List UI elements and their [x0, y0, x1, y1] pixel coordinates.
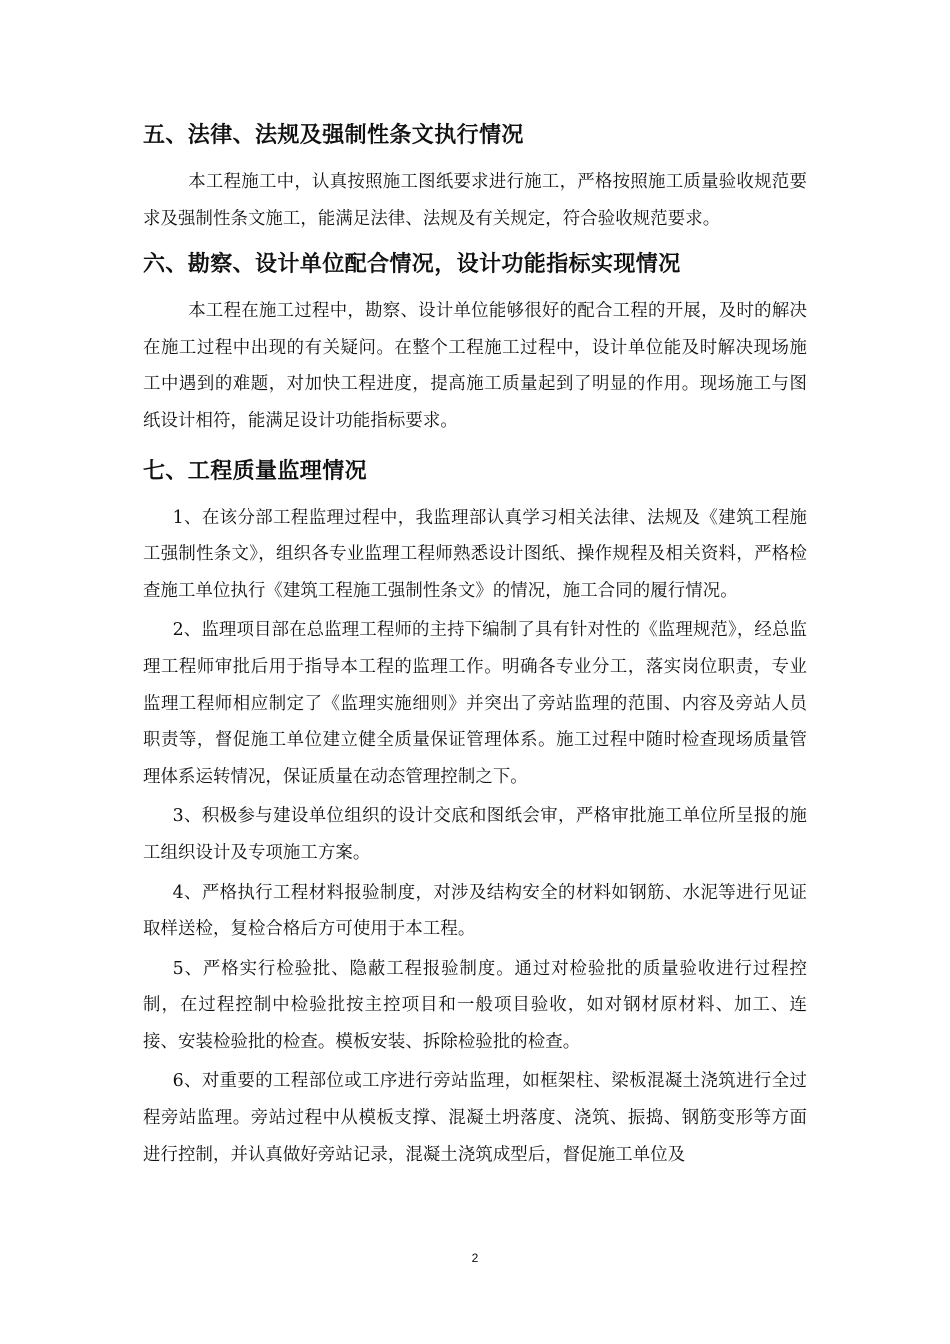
- document-body: [143, 118, 807, 1176]
- section-7-item-1: 1、在该分部工程监理过程中，我监理部认真学习相关法律、法规及《建筑工程施工强制性条文》，组织各专业监理工程师熟悉设计图纸、操作规程及相关资料，严格检查施工单位执行《建筑工程施工强制性条文》的情况，施工合同的履行情况。: [143, 507, 807, 601]
- section-heading-6: 六、勘察、设计单位配合情况，设计功能指标实现情况: [143, 251, 681, 278]
- section-7-item-6: 6、对重要的工程部位或工序进行旁站监理，如框架柱、梁板混凝土浇筑进行全过程旁站监理。旁站过程中从模板支撑、混凝土坍落度、浇筑、振捣、钢筋变形等方面进行控制，并认真做好旁站记录，混凝土浇筑成型后，督促施工单位及: [143, 1071, 807, 1165]
- section-7-item-4: 4、严格执行工程材料报验制度，对涉及结构安全的材料如钢筋、水泥等进行见证取样送检，复检合格后方可使用于本工程。: [143, 882, 807, 940]
- section-7-item-5: 5、严格实行检验批、隐蔽工程报验制度。通过对检验批的质量验收进行过程控制，在过程控制中检验批按主控项目和一般项目验收，如对钢材原材料、加工、连接、安装检验批的检查。模板安装、拆除检验批的检查。: [143, 958, 807, 1052]
- section-heading-7: 七、工程质量监理情况: [143, 457, 368, 484]
- section-6-paragraph: 本工程在施工过程中，勘察、设计单位能够很好的配合工程的开展，及时的解决在施工过程中出现的有关疑问。在整个工程施工过程中，设计单位能及时解决现场施工中遇到的难题，对加快工程进度，提高施工质量起到了明显的作用。现场施工与图纸设计相符，能满足设计功能指标要求。: [143, 301, 807, 431]
- section-7-item-2: 2、监理项目部在总监理工程师的主持下编制了具有针对性的《监理规范》，经总监理工程师审批后用于指导本工程的监理工作。明确各专业分工，落实岗位职责，专业监理工程师相应制定了《监理实施细则》并突出了旁站监理的范围、内容及旁站人员职责等，督促施工单位建立健全质量保证管理体系。施工过程中随时检查现场质量管理体系运转情况，保证质量在动态管理控制之下。: [143, 620, 807, 787]
- page-number: 2: [471, 1251, 479, 1265]
- section-5-paragraph: 本工程施工中，认真按照施工图纸要求进行施工，严格按照施工质量验收规范要求及强制性条文施工，能满足法律、法规及有关规定，符合验收规范要求。: [143, 172, 807, 229]
- section-7-item-3: 3、积极参与建设单位组织的设计交底和图纸会审，严格审批施工单位所呈报的施工组织设计及专项施工方案。: [143, 806, 807, 863]
- section-heading-5: 五、法律、法规及强制性条文执行情况: [143, 122, 524, 148]
